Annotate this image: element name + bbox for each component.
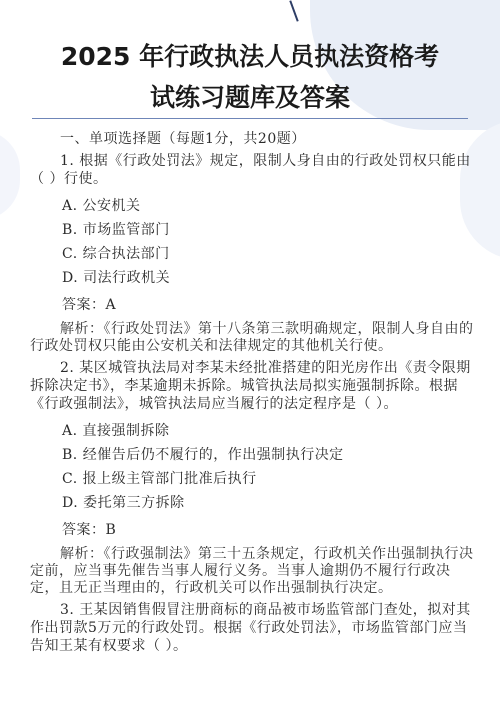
option-d: D. 司法行政机关	[62, 270, 171, 286]
title-line-1: 2025 年行政执法人员执法资格考	[60, 42, 440, 71]
document-title	[20, 36, 480, 118]
option-c: C. 综合执法部门	[62, 246, 170, 262]
section-heading: 一、单项选择题（每题1分，共20题）	[60, 131, 306, 147]
option-a: A. 直接强制拆除	[62, 423, 170, 439]
answer: 答案：B	[62, 522, 117, 538]
answer: 答案：A	[62, 297, 117, 313]
option-d: D. 委托第三方拆除	[62, 495, 185, 511]
document-body	[30, 128, 474, 661]
title-line-2: 试练习题库及答案	[149, 83, 350, 112]
title-divider	[32, 118, 468, 119]
question-stem: 3. 王某因销售假冒注册商标的商品被市场监管部门查处，拟对其作出罚款5万元的行政处罚。根据《行政处罚法》，市场监管部门应当告知王某有权要求（ ）。	[30, 602, 471, 654]
explanation: 解析：《行政处罚法》第十八条第三款明确规定，限制人身自由的行政处罚权只能由公安机关和法律规定的其他机关行使。	[30, 321, 474, 354]
question-stem: 1. 根据《行政处罚法》规定，限制人身自由的行政处罚权只能由（ ）行使。	[30, 153, 471, 187]
option-b: B. 市场监管部门	[62, 222, 170, 238]
option-a: A. 公安机关	[62, 198, 141, 214]
question-stem: 2. 某区城管执法局对李某未经批准搭建的阳光房作出《责令限期拆除决定书》，李某逾期未拆除。城管执法局拟实施强制拆除。根据《行政强制法》，城管执法局应当履行的法定程序是（ ）。	[30, 360, 471, 412]
option-c: C. 报上级主管部门批准后执行	[62, 471, 257, 487]
explanation: 解析：《行政强制法》第三十五条规定，行政机关作出强制执行决定前，应当事先催告当事人履行义务。当事人逾期仍不履行行政决定，且无正当理由的，行政机关可以作出强制执行决定。	[30, 546, 474, 596]
option-b: B. 经催告后仍不履行的，作出强制执行决定	[62, 447, 344, 463]
